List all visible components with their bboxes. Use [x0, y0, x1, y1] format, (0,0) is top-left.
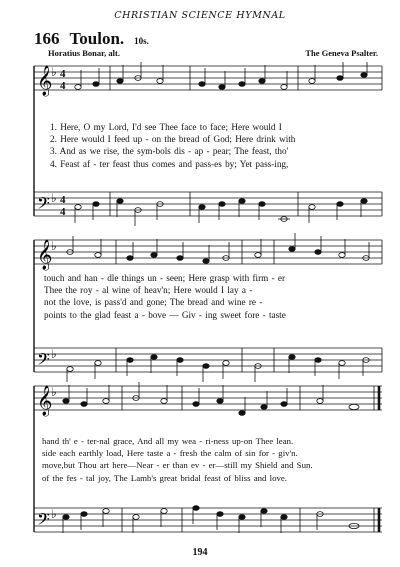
hymn-meter: 10s. — [134, 36, 149, 46]
svg-text:4: 4 — [60, 68, 66, 80]
svg-text:4: 4 — [60, 206, 66, 218]
running-header: CHRISTIAN SCIENCE HYMNAL — [114, 10, 286, 21]
treble-clef-icon: 𝄞 — [37, 240, 53, 270]
flat-icon: ♭ — [51, 507, 57, 521]
verse-line: side each earthly load, Here taste a - fresh the calm of sin for - giv'n. — [42, 448, 298, 459]
verse-line: of the fes - tal joy, The Lamb's great bridal feast of bliss and love. — [42, 472, 287, 483]
treble-clef-icon: 𝄞 — [37, 386, 53, 416]
svg-text:4: 4 — [60, 194, 66, 206]
verse-line: 2. Here would I feed up - on the bread of God; Here drink with — [50, 134, 296, 145]
flat-icon: ♭ — [51, 347, 57, 361]
composer-credit: The Geneva Psalter. — [305, 48, 378, 58]
author-credit: Horatius Bonar, alt. — [48, 48, 120, 58]
svg-text:4: 4 — [60, 80, 66, 92]
verse-line: touch and han - dle things un - seen; Here grasp with firm - er — [44, 273, 286, 283]
flat-icon: ♭ — [51, 239, 57, 253]
verse-line: 3. And as we rise, the sym-bols dis - ap - pear; The feast, tho' — [50, 146, 289, 157]
verse-line: 4. Feast af - ter feast thus comes and pass-es by; Yet pass-ing, — [50, 158, 289, 169]
music-system-3 — [30, 380, 390, 545]
verse-line: points to the glad feast a - bove — Giv - ing sweet fore - taste — [44, 309, 286, 320]
hymn-number: 166 — [34, 29, 60, 48]
verse-line: 1. Here, O my Lord, I'd see Thee face to face; Here would I — [50, 122, 282, 132]
credits-line — [48, 48, 378, 58]
page-number: 194 — [192, 547, 208, 558]
flat-icon: ♭ — [51, 191, 57, 205]
flat-icon: ♭ — [51, 65, 57, 79]
verse-block-2 — [44, 272, 400, 321]
hymn-title: Toulon. — [69, 29, 125, 48]
music-system-2 — [30, 232, 390, 382]
verse-line: hand th' e - ter-nal grace, And all my wea - ri-ness up-on Thee lean. — [42, 436, 294, 446]
bass-clef-icon: 𝄢 — [37, 193, 50, 217]
bass-clef-icon: 𝄢 — [37, 349, 50, 373]
verse-block-3 — [42, 435, 400, 484]
flat-icon: ♭ — [51, 385, 57, 399]
hymn-title-line — [34, 29, 374, 49]
verse-line: Thee the roy - al wine of heav'n; Here would I lay a - — [44, 285, 253, 296]
music-system-1 — [30, 62, 390, 230]
verse-line: move,but Thou art here—Near - er than ev - er—still my Shield and Sun. — [42, 460, 313, 471]
bass-clef-icon: 𝄢 — [37, 509, 50, 533]
verse-block-1 — [50, 121, 400, 170]
treble-clef-icon: 𝄞 — [37, 66, 53, 96]
verse-line: not the love, is pass'd and gone; The bread and wine re - — [44, 297, 263, 308]
